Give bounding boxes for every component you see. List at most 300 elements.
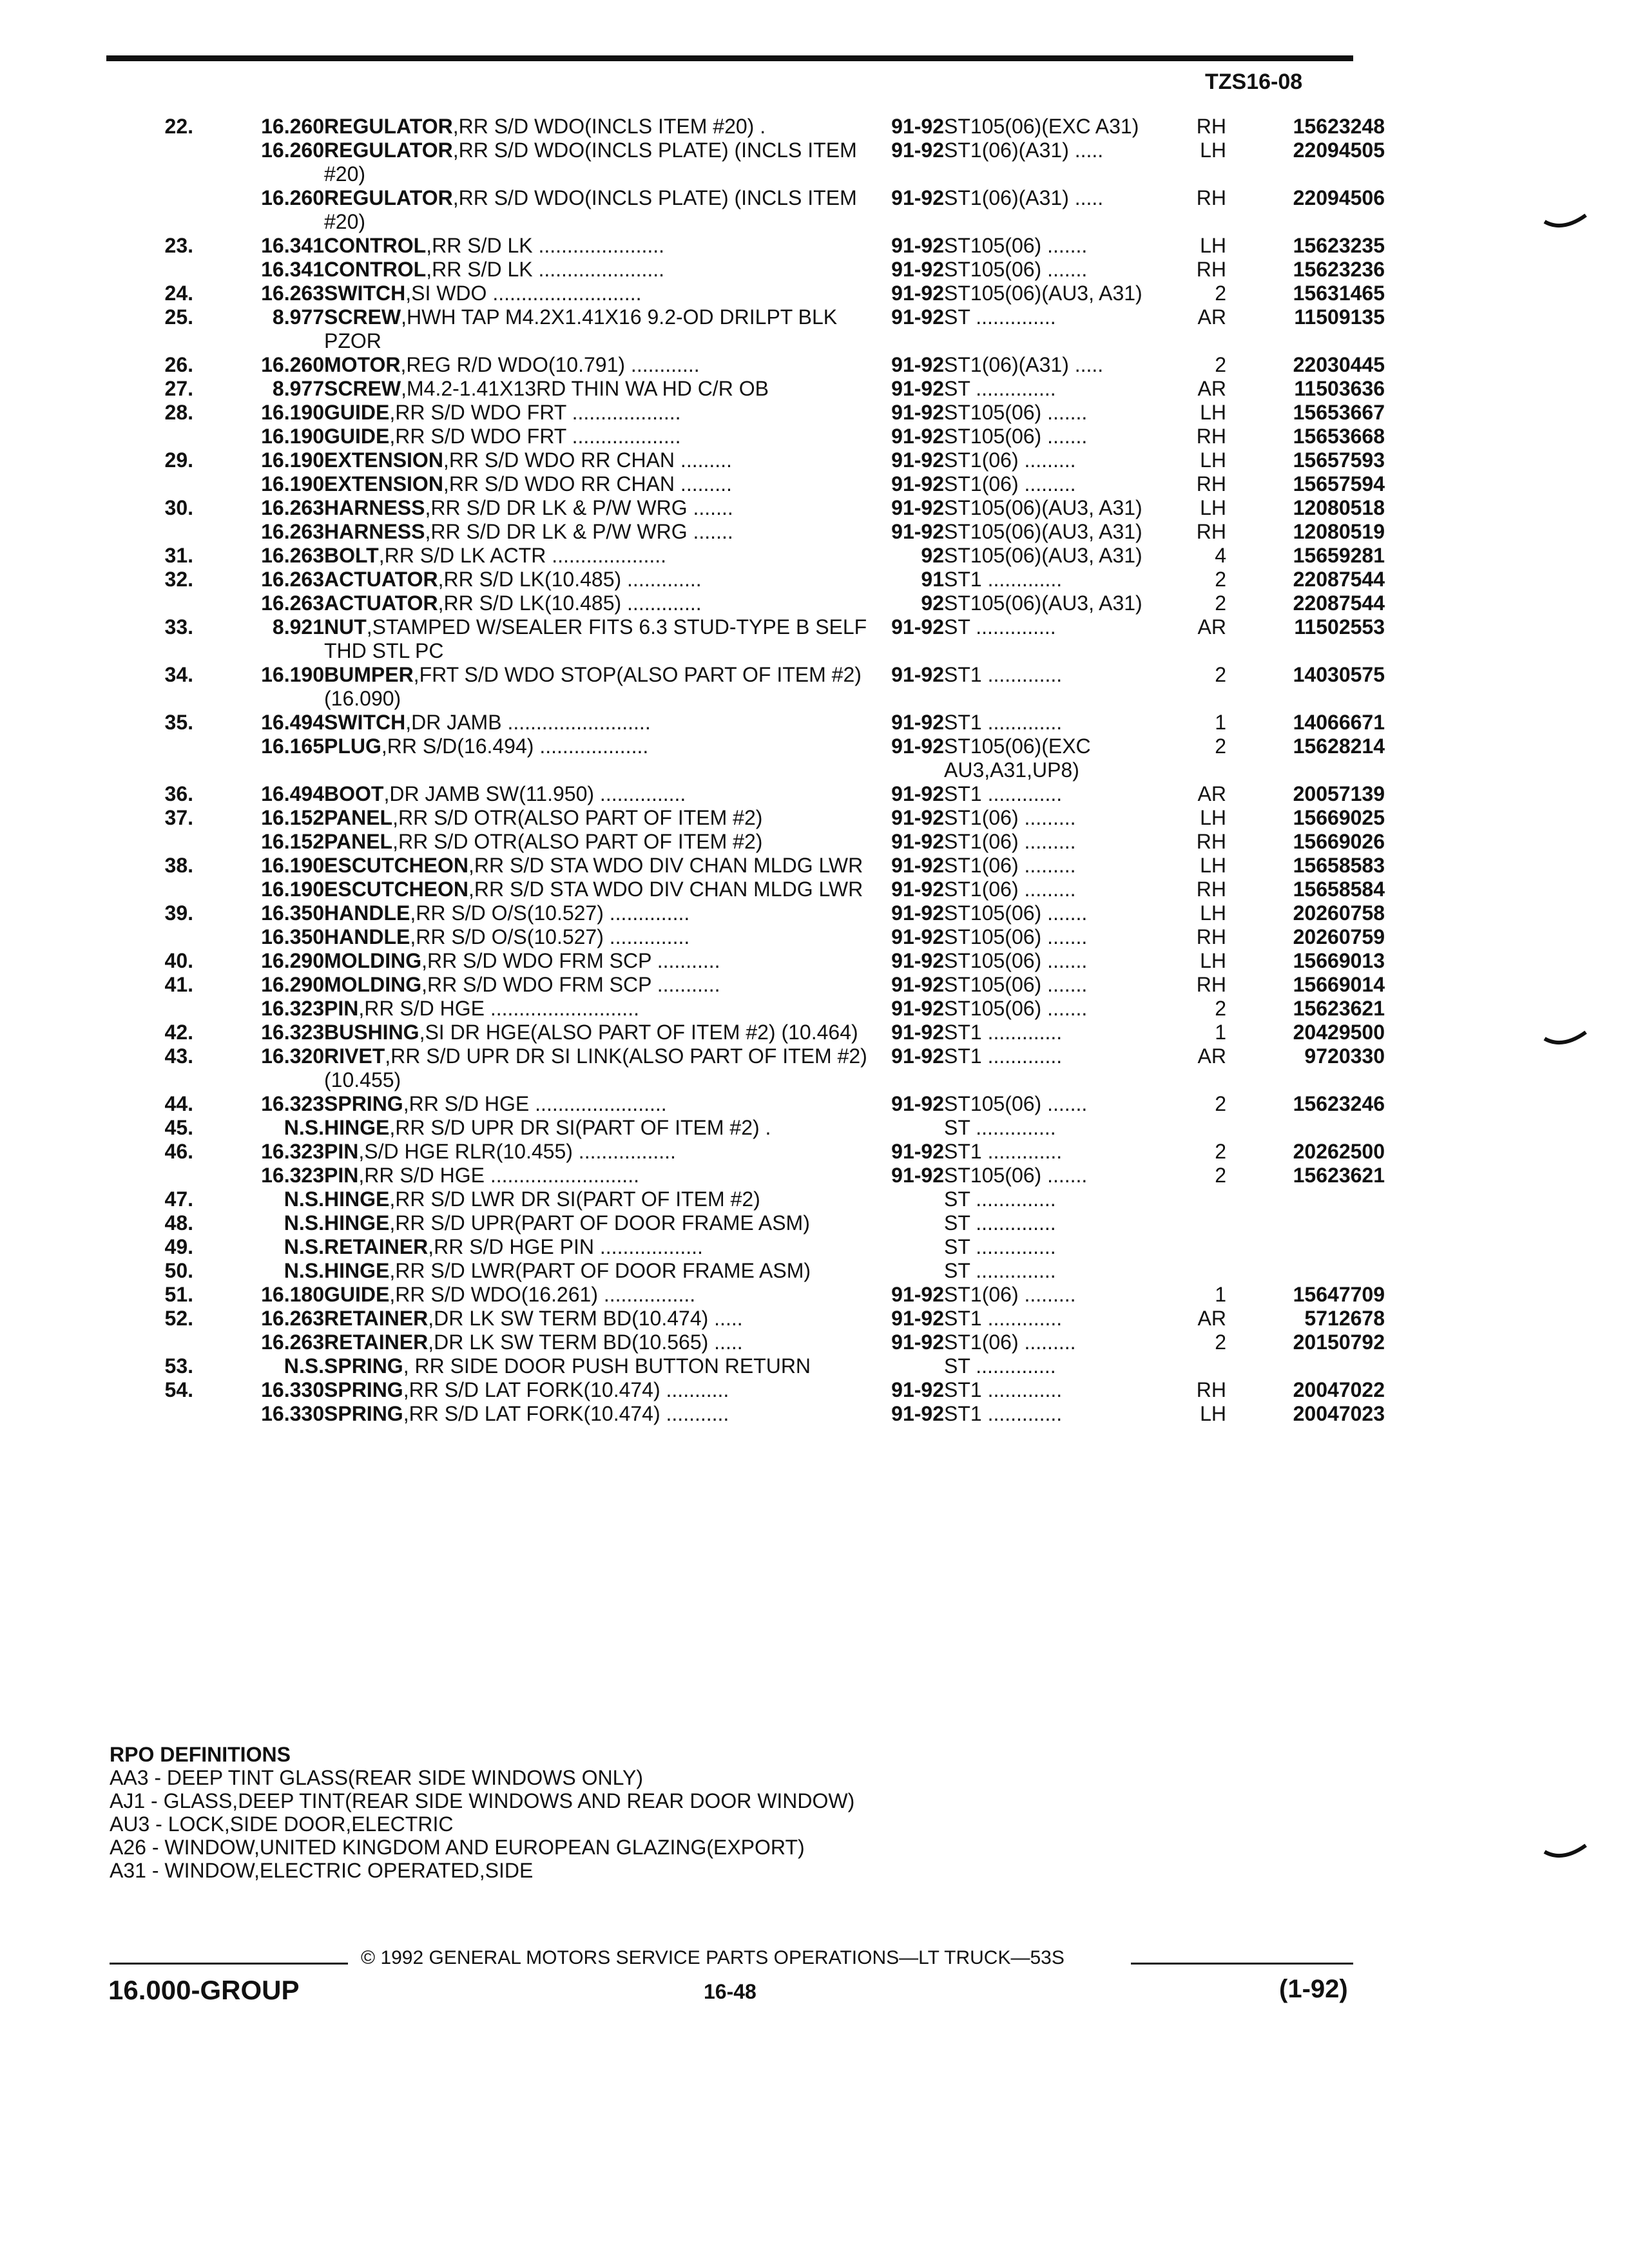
model-code: ST1(06) ......... bbox=[944, 878, 1076, 901]
item-number bbox=[122, 425, 193, 448]
quantity: LH bbox=[1200, 401, 1226, 424]
table-row bbox=[122, 568, 1385, 591]
part-name: ACTUATOR bbox=[324, 591, 438, 615]
footer-rule-right bbox=[1131, 1963, 1353, 1965]
item-number: 22. bbox=[164, 115, 193, 138]
quantity: AR bbox=[1197, 1307, 1226, 1330]
part-number: 15653668 bbox=[1293, 425, 1385, 448]
part-detail: ,STAMPED W/SEALER FITS 6.3 STUD-TYPE B SELF THD STL PC bbox=[324, 615, 867, 662]
part-detail: ,RR S/D WDO RR CHAN ......... bbox=[443, 472, 732, 495]
group-number: 16.494 bbox=[261, 711, 324, 734]
item-number: 26. bbox=[164, 353, 193, 376]
model-years: 92 bbox=[921, 544, 944, 567]
model-years: 92 bbox=[921, 591, 944, 615]
description-text bbox=[324, 711, 874, 735]
part-number: 20260758 bbox=[1293, 901, 1385, 925]
model-years: 91-92 bbox=[891, 425, 944, 448]
model-years: 91-92 bbox=[891, 949, 944, 972]
model-years: 91-92 bbox=[891, 901, 944, 925]
part-name: HARNESS bbox=[324, 496, 425, 519]
group-number: 16.190 bbox=[261, 663, 324, 686]
part-name: SCREW bbox=[324, 377, 401, 400]
rpo-line: AU3 - LOCK,SIDE DOOR,ELECTRIC bbox=[110, 1812, 454, 1836]
item-number bbox=[122, 997, 193, 1021]
model-years: 91-92 bbox=[891, 377, 944, 400]
part-name: REGULATOR bbox=[324, 186, 453, 209]
group-number: 16.290 bbox=[261, 949, 324, 972]
header-rule bbox=[106, 55, 1353, 61]
item-number bbox=[122, 1331, 193, 1354]
part-description bbox=[324, 1402, 874, 1426]
part-name: SPRING bbox=[324, 1092, 403, 1115]
model-code: ST .............. bbox=[944, 305, 1056, 329]
table-row bbox=[122, 735, 1385, 782]
check-mark-icon bbox=[1543, 213, 1588, 232]
item-number: 36. bbox=[164, 782, 193, 805]
part-detail: ,RR S/D UPR DR SI LINK(ALSO PART OF ITEM #2)(10.455) bbox=[324, 1044, 867, 1091]
item-number bbox=[122, 1164, 193, 1187]
description-text bbox=[324, 1187, 874, 1211]
part-description bbox=[324, 1354, 874, 1378]
group-number: N.S. bbox=[284, 1187, 324, 1211]
description-text bbox=[324, 949, 874, 973]
group-number: N.S. bbox=[284, 1211, 324, 1235]
description-text bbox=[324, 139, 874, 186]
part-number: 20047023 bbox=[1293, 1402, 1385, 1425]
description-text bbox=[324, 1307, 874, 1331]
model-code: ST105(06) ....... bbox=[944, 925, 1088, 948]
model-code: ST105(06) ....... bbox=[944, 949, 1088, 972]
part-description bbox=[324, 901, 874, 925]
table-row bbox=[122, 1140, 1385, 1164]
table-row bbox=[122, 1354, 1385, 1378]
model-code: ST105(06) ....... bbox=[944, 425, 1088, 448]
quantity: LH bbox=[1200, 1402, 1226, 1425]
group-number: 16.323 bbox=[261, 1164, 324, 1187]
table-row bbox=[122, 782, 1385, 806]
group-number: N.S. bbox=[284, 1354, 324, 1378]
group-number: 16.323 bbox=[261, 1092, 324, 1115]
item-number: 25. bbox=[164, 305, 193, 329]
part-detail: ,RR S/D DR LK & P/W WRG ....... bbox=[425, 496, 733, 519]
model-years: 91-92 bbox=[891, 735, 944, 758]
item-number: 48. bbox=[164, 1211, 193, 1235]
part-number bbox=[1226, 1116, 1385, 1140]
item-number: 34. bbox=[164, 663, 193, 686]
description-text bbox=[324, 1402, 874, 1426]
table-row bbox=[122, 1307, 1385, 1331]
model-years: 91-92 bbox=[891, 139, 944, 162]
model-years: 91-92 bbox=[891, 186, 944, 209]
part-number: 15623248 bbox=[1293, 115, 1385, 138]
model-code: ST .............. bbox=[944, 1211, 1056, 1235]
part-number: 11502553 bbox=[1294, 615, 1385, 639]
table-row bbox=[122, 520, 1385, 544]
quantity: AR bbox=[1197, 305, 1226, 329]
item-number bbox=[122, 139, 193, 186]
group-number: 8.977 bbox=[272, 377, 324, 400]
part-name: PIN bbox=[324, 997, 359, 1020]
part-detail: ,DR LK SW TERM BD(10.565) ..... bbox=[428, 1331, 743, 1354]
quantity: RH bbox=[1196, 520, 1226, 543]
description-text bbox=[324, 1116, 874, 1140]
part-name: ESCUTCHEON bbox=[324, 878, 469, 901]
description-text bbox=[324, 735, 874, 758]
item-number bbox=[122, 735, 193, 782]
part-number: 20047022 bbox=[1293, 1378, 1385, 1401]
part-detail: ,RR S/D STA WDO DIV CHAN MLDG LWR bbox=[468, 878, 863, 901]
part-name: GUIDE bbox=[324, 1283, 390, 1306]
item-number: 46. bbox=[164, 1140, 193, 1163]
footer-group: 16.000-GROUP bbox=[108, 1975, 300, 2005]
model-code: ST1(06) ......... bbox=[944, 448, 1076, 472]
part-name: BOOT bbox=[324, 782, 384, 805]
description-text bbox=[324, 472, 874, 496]
item-number bbox=[122, 186, 193, 234]
model-years: 91-92 bbox=[891, 830, 944, 853]
footer-rule-left bbox=[110, 1963, 348, 1965]
description-text bbox=[324, 496, 874, 520]
quantity: 4 bbox=[1215, 544, 1226, 567]
description-text bbox=[324, 448, 874, 472]
part-number bbox=[1226, 1187, 1385, 1211]
part-name: CONTROL bbox=[324, 234, 427, 257]
part-detail: ,RR S/D WDO FRT ................... bbox=[389, 401, 681, 424]
part-number: 15623621 bbox=[1293, 997, 1385, 1020]
quantity bbox=[1184, 1187, 1226, 1211]
part-name: RETAINER bbox=[324, 1235, 429, 1258]
part-description bbox=[324, 1044, 874, 1092]
part-number: 22094506 bbox=[1293, 186, 1385, 209]
table-row bbox=[122, 615, 1385, 663]
table-row bbox=[122, 973, 1385, 997]
quantity: RH bbox=[1196, 973, 1226, 996]
part-detail: ,SI WDO .......................... bbox=[405, 282, 642, 305]
part-description bbox=[324, 663, 874, 711]
part-detail: ,M4.2-1.41X13RD THIN WA HD C/R OB bbox=[401, 377, 769, 400]
part-name: PIN bbox=[324, 1164, 359, 1187]
part-number bbox=[1226, 1235, 1385, 1259]
description-text bbox=[324, 615, 874, 663]
quantity bbox=[1184, 1259, 1226, 1283]
part-description bbox=[324, 448, 874, 472]
group-number: 16.494 bbox=[261, 782, 324, 805]
part-name: HANDLE bbox=[324, 925, 410, 948]
quantity: LH bbox=[1200, 139, 1226, 162]
part-number: 5712678 bbox=[1304, 1307, 1385, 1330]
group-number: 16.260 bbox=[261, 186, 324, 209]
model-years: 91-92 bbox=[891, 878, 944, 901]
part-detail: ,RR S/D LAT FORK(10.474) ........... bbox=[403, 1402, 729, 1425]
quantity: AR bbox=[1197, 782, 1226, 805]
part-number: 15653667 bbox=[1293, 401, 1385, 424]
description-text bbox=[324, 830, 874, 854]
model-years: 91-92 bbox=[891, 496, 944, 519]
group-number: 16.190 bbox=[261, 401, 324, 424]
quantity bbox=[1184, 1116, 1226, 1140]
description-text bbox=[324, 1378, 874, 1402]
model-code: ST1(06)(A31) ..... bbox=[944, 139, 1104, 162]
model-years: 91 bbox=[921, 568, 944, 591]
model-code: ST1(06) ......... bbox=[944, 806, 1076, 829]
table-row bbox=[122, 1331, 1385, 1354]
model-code: ST .............. bbox=[944, 1259, 1056, 1282]
description-text bbox=[324, 901, 874, 925]
part-description bbox=[324, 282, 874, 305]
part-detail: ,RR S/D LK ...................... bbox=[426, 234, 665, 257]
part-name: NUT bbox=[324, 615, 367, 639]
group-number: 16.190 bbox=[261, 472, 324, 495]
part-detail: ,RR S/D WDO(INCLS ITEM #20) . bbox=[452, 115, 766, 138]
description-text bbox=[324, 1140, 874, 1164]
part-name: MOLDING bbox=[324, 973, 422, 996]
part-name: HARNESS bbox=[324, 520, 425, 543]
model-code: ST1(06) ......... bbox=[944, 830, 1076, 853]
model-years bbox=[874, 1187, 944, 1211]
group-number: 16.152 bbox=[261, 830, 324, 853]
part-name: SPRING bbox=[324, 1402, 403, 1425]
quantity: LH bbox=[1200, 854, 1226, 877]
model-years: 91-92 bbox=[891, 973, 944, 996]
group-number: 16.323 bbox=[261, 1140, 324, 1163]
model-years: 91-92 bbox=[891, 1164, 944, 1187]
model-years: 91-92 bbox=[891, 1331, 944, 1354]
model-years: 91-92 bbox=[891, 1140, 944, 1163]
description-text bbox=[324, 568, 874, 591]
part-name: SPRING bbox=[324, 1354, 403, 1378]
group-number: 16.190 bbox=[261, 854, 324, 877]
part-detail: ,HWH TAP M4.2X1.41X16 9.2-OD DRILPT BLK PZOR bbox=[324, 305, 838, 352]
part-number: 15658584 bbox=[1293, 878, 1385, 901]
part-description bbox=[324, 735, 874, 782]
model-years: 91-92 bbox=[891, 782, 944, 805]
model-years: 91-92 bbox=[891, 1044, 944, 1068]
description-text bbox=[324, 878, 874, 901]
model-code: ST1(06) ......... bbox=[944, 1283, 1076, 1306]
model-code: ST105(06) ....... bbox=[944, 234, 1088, 257]
quantity: RH bbox=[1196, 425, 1226, 448]
group-number: 16.263 bbox=[261, 520, 324, 543]
part-name: EXTENSION bbox=[324, 448, 443, 472]
part-description bbox=[324, 377, 874, 401]
part-number bbox=[1226, 1259, 1385, 1283]
part-number: 22094505 bbox=[1293, 139, 1385, 162]
part-detail: ,RR S/D DR LK & P/W WRG ....... bbox=[425, 520, 733, 543]
model-code: ST105(06)(AU3, A31) bbox=[944, 520, 1142, 543]
part-name: SWITCH bbox=[324, 282, 406, 305]
part-name: HINGE bbox=[324, 1116, 390, 1139]
part-description bbox=[324, 1378, 874, 1402]
model-years: 91-92 bbox=[891, 448, 944, 472]
group-number: 16.263 bbox=[261, 496, 324, 519]
quantity: 2 bbox=[1215, 735, 1226, 758]
part-description bbox=[324, 234, 874, 258]
table-row bbox=[122, 1116, 1385, 1140]
description-text bbox=[324, 305, 874, 353]
part-detail: , RR SIDE DOOR PUSH BUTTON RETURN bbox=[403, 1354, 811, 1378]
part-description bbox=[324, 186, 874, 234]
group-number: 16.260 bbox=[261, 115, 324, 138]
model-years: 91-92 bbox=[891, 258, 944, 281]
part-description bbox=[324, 615, 874, 663]
item-number: 47. bbox=[164, 1187, 193, 1211]
item-number: 43. bbox=[164, 1044, 193, 1068]
model-years: 91-92 bbox=[891, 1378, 944, 1401]
part-detail: ,DR JAMB ......................... bbox=[405, 711, 651, 734]
model-years: 91-92 bbox=[891, 520, 944, 543]
quantity: 2 bbox=[1215, 1331, 1226, 1354]
model-years: 91-92 bbox=[891, 1092, 944, 1115]
quantity: 2 bbox=[1215, 997, 1226, 1020]
part-name: SWITCH bbox=[324, 711, 406, 734]
description-text bbox=[324, 115, 874, 139]
model-code: ST1(06) ......... bbox=[944, 854, 1076, 877]
part-name: EXTENSION bbox=[324, 472, 443, 495]
part-number: 15669013 bbox=[1293, 949, 1385, 972]
rpo-line: AJ1 - GLASS,DEEP TINT(REAR SIDE WINDOWS AND REAR DOOR WINDOW) bbox=[110, 1789, 855, 1812]
item-number: 29. bbox=[164, 448, 193, 472]
model-code: ST .............. bbox=[944, 1235, 1056, 1258]
model-years: 91-92 bbox=[891, 806, 944, 829]
table-row bbox=[122, 925, 1385, 949]
part-number: 20260759 bbox=[1293, 925, 1385, 948]
item-number bbox=[122, 520, 193, 544]
table-row bbox=[122, 496, 1385, 520]
part-name: RIVET bbox=[324, 1044, 385, 1068]
part-detail: ,RR S/D WDO RR CHAN ......... bbox=[443, 448, 732, 472]
table-row bbox=[122, 1044, 1385, 1092]
part-number: 20262500 bbox=[1293, 1140, 1385, 1163]
item-number: 37. bbox=[164, 806, 193, 829]
group-number: 16.263 bbox=[261, 282, 324, 305]
part-name: PLUG bbox=[324, 735, 381, 758]
part-name: BUMPER bbox=[324, 663, 414, 686]
item-number: 50. bbox=[164, 1259, 193, 1282]
part-number: 15657593 bbox=[1293, 448, 1385, 472]
table-row bbox=[122, 448, 1385, 472]
description-text bbox=[324, 854, 874, 878]
table-row bbox=[122, 854, 1385, 878]
group-number: 8.921 bbox=[272, 615, 324, 639]
group-number: 16.290 bbox=[261, 973, 324, 996]
part-number: 22087544 bbox=[1293, 568, 1385, 591]
model-code: ST105(06) ....... bbox=[944, 1092, 1088, 1115]
model-code: ST105(06) ....... bbox=[944, 997, 1088, 1020]
part-detail: ,RR S/D OTR(ALSO PART OF ITEM #2) bbox=[392, 830, 763, 853]
part-number: 14066671 bbox=[1293, 711, 1385, 734]
table-row bbox=[122, 711, 1385, 735]
description-text bbox=[324, 425, 874, 448]
table-row bbox=[122, 1021, 1385, 1044]
model-years bbox=[874, 1259, 944, 1283]
item-number: 27. bbox=[164, 377, 193, 400]
part-description bbox=[324, 496, 874, 520]
quantity bbox=[1184, 1211, 1226, 1235]
part-name: HINGE bbox=[324, 1187, 390, 1211]
description-text bbox=[324, 1235, 874, 1259]
table-row bbox=[122, 878, 1385, 901]
part-name: CONTROL bbox=[324, 258, 427, 281]
rpo-line: A31 - WINDOW,ELECTRIC OPERATED,SIDE bbox=[110, 1859, 534, 1882]
quantity: RH bbox=[1196, 830, 1226, 853]
quantity: LH bbox=[1200, 496, 1226, 519]
part-detail: ,RR S/D OTR(ALSO PART OF ITEM #2) bbox=[392, 806, 763, 829]
part-name: RETAINER bbox=[324, 1307, 429, 1330]
part-detail: ,RR S/D HGE .......................... bbox=[358, 997, 639, 1020]
part-description bbox=[324, 139, 874, 186]
table-row bbox=[122, 115, 1385, 139]
quantity: 2 bbox=[1215, 1140, 1226, 1163]
part-description bbox=[324, 353, 874, 377]
model-code: ST .............. bbox=[944, 1354, 1056, 1378]
description-text bbox=[324, 1211, 874, 1235]
group-number: 16.323 bbox=[261, 1021, 324, 1044]
group-number: 16.330 bbox=[261, 1402, 324, 1425]
rpo-line: A26 - WINDOW,UNITED KINGDOM AND EUROPEAN GLAZING(EXPORT) bbox=[110, 1836, 805, 1859]
part-detail: ,S/D HGE RLR(10.455) ................. bbox=[358, 1140, 676, 1163]
part-name: ACTUATOR bbox=[324, 568, 438, 591]
model-years bbox=[874, 1116, 944, 1140]
item-number: 32. bbox=[164, 568, 193, 591]
model-code: ST1(06)(A31) ..... bbox=[944, 353, 1104, 376]
part-description bbox=[324, 591, 874, 615]
table-row bbox=[122, 1187, 1385, 1211]
description-text bbox=[324, 401, 874, 425]
part-description bbox=[324, 568, 874, 591]
part-detail: ,RR S/D WDO FRM SCP ........... bbox=[421, 949, 720, 972]
rpo-line: AA3 - DEEP TINT GLASS(REAR SIDE WINDOWS ONLY) bbox=[110, 1766, 644, 1789]
part-detail: ,RR S/D LK(10.485) ............. bbox=[438, 591, 702, 615]
quantity: 2 bbox=[1215, 1164, 1226, 1187]
model-code: ST1 ............. bbox=[944, 1378, 1063, 1401]
part-description bbox=[324, 1259, 874, 1283]
item-number: 53. bbox=[164, 1354, 193, 1378]
part-detail: ,RR S/D LWR DR SI(PART OF ITEM #2) bbox=[389, 1187, 760, 1211]
part-description bbox=[324, 997, 874, 1021]
item-number: 38. bbox=[164, 854, 193, 877]
model-code: ST105(06) ....... bbox=[944, 973, 1088, 996]
table-row bbox=[122, 282, 1385, 305]
model-code: ST1(06) ......... bbox=[944, 1331, 1076, 1354]
group-number: 16.260 bbox=[261, 139, 324, 162]
rpo-definitions bbox=[110, 1743, 854, 1882]
description-text bbox=[324, 973, 874, 997]
quantity: 2 bbox=[1215, 282, 1226, 305]
model-years: 91-92 bbox=[891, 1021, 944, 1044]
model-code: ST105(06) ....... bbox=[944, 901, 1088, 925]
part-description bbox=[324, 1164, 874, 1187]
model-code: ST105(06)(EXC AU3,A31,UP8) bbox=[944, 735, 1091, 782]
table-row bbox=[122, 425, 1385, 448]
table-row bbox=[122, 901, 1385, 925]
item-number: 45. bbox=[164, 1116, 193, 1139]
model-years: 91-92 bbox=[891, 401, 944, 424]
part-number: 15659281 bbox=[1293, 544, 1385, 567]
model-code: ST1 ............. bbox=[944, 711, 1063, 734]
part-name: BOLT bbox=[324, 544, 379, 567]
item-number: 33. bbox=[164, 615, 193, 639]
part-number: 20057139 bbox=[1293, 782, 1385, 805]
description-text bbox=[324, 1283, 874, 1307]
item-number: 35. bbox=[164, 711, 193, 734]
part-number: 22030445 bbox=[1293, 353, 1385, 376]
part-detail: ,RR S/D UPR(PART OF DOOR FRAME ASM) bbox=[389, 1211, 810, 1235]
description-text bbox=[324, 591, 874, 615]
part-description bbox=[324, 544, 874, 568]
model-years bbox=[874, 1235, 944, 1259]
table-row bbox=[122, 1259, 1385, 1283]
description-text bbox=[324, 520, 874, 544]
